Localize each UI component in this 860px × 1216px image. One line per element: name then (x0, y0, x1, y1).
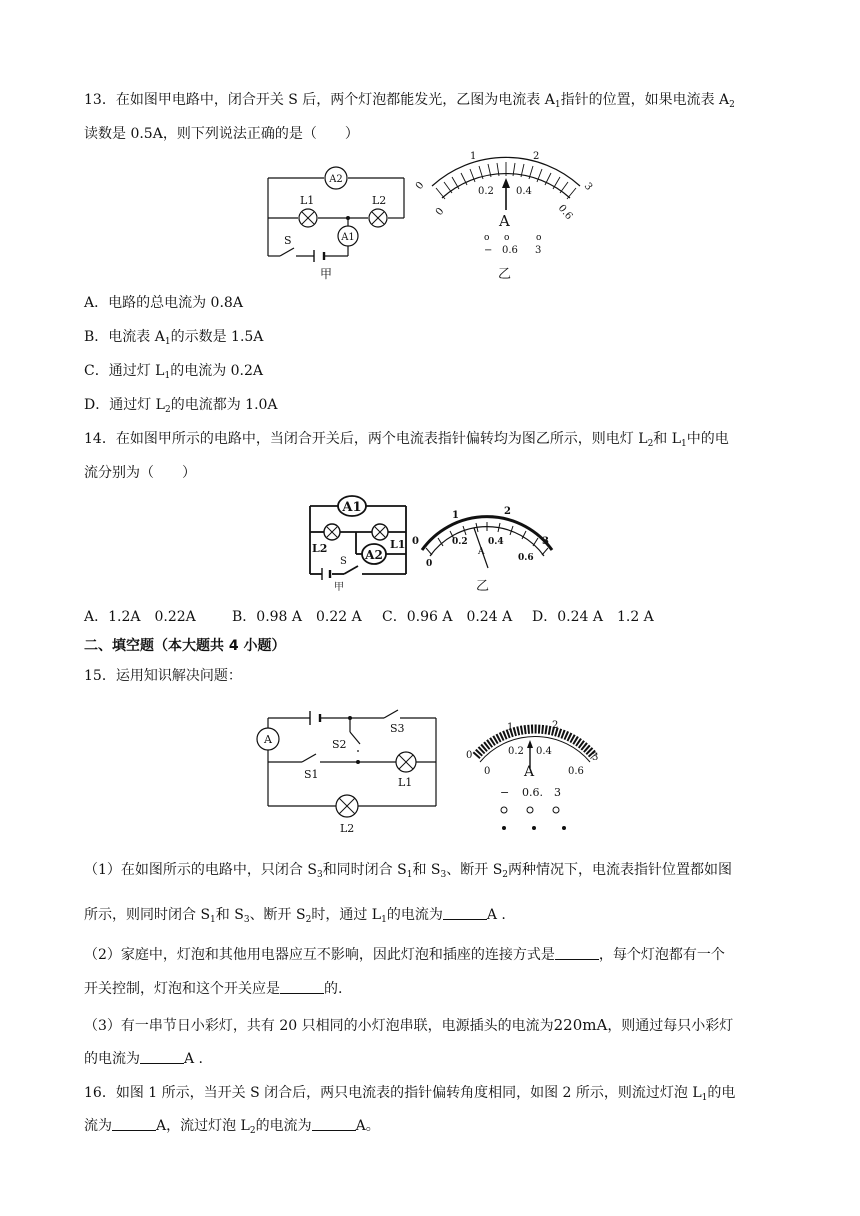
terminal-3-label: 3 (535, 245, 542, 256)
q13-circuit-diagram (262, 158, 412, 284)
ammeter-a1-label: A1 (342, 500, 362, 515)
terminal-0-6 (527, 807, 533, 813)
dial-top-tick-3: 3 (592, 752, 599, 763)
answer-blank[interactable] (140, 1051, 184, 1064)
dial-bottom-tick-0-6: 0.6 (568, 766, 584, 777)
dial-marker-mid (532, 826, 536, 830)
dial-bottom-tick-0-2: 0.2 (478, 186, 494, 197)
dial-top-tick-2: 2 (533, 151, 540, 162)
section-heading-fill-in: 二、填空题（本大题共 4 小题） (84, 638, 286, 654)
q15-part3-line1: （3）有一串节日小彩灯，共有 20 只相同的小灯泡串联，电源插头的电流为220mA，则通过每只小彩灯 (84, 1016, 734, 1034)
dial-top-tick-3: 3 (542, 536, 549, 547)
terminal-right-marker: o (536, 233, 542, 243)
lamp-l2-label: L2 (340, 822, 355, 835)
q14-options-row (84, 607, 654, 627)
dial-top-tick-0: 0 (413, 179, 427, 192)
dial-unit: A (478, 547, 485, 557)
dial-top-tick-3: 3 (581, 180, 595, 193)
q16-stem-line1: 16．如图 1 所示，当开关 S 闭合后，两只电流表的指针偏转角度相同，如图 2 所示，则流过灯泡 $L_1$的电 (84, 1085, 736, 1103)
figure-caption: 乙 (498, 267, 512, 282)
terminal-mid-marker: o (504, 233, 510, 243)
dial-bottom-tick-0-4: 0.4 (536, 746, 552, 757)
lamp-l2-label: L2 (372, 194, 387, 207)
terminal-0-6-label: 0.6. (522, 786, 543, 799)
q14-option-a: A．1.2A 0.22A (84, 609, 196, 625)
q15-part2-line1: （2）家庭中，灯泡和其他用电器应互不影响，因此灯泡和插座的连接方式是 ，每个灯泡都有一个 (84, 947, 725, 963)
dial-bottom-tick-0-2: 0.2 (452, 537, 468, 547)
q14-circuit-diagram (304, 490, 414, 594)
switch-s2-label: S2 (332, 738, 347, 751)
answer-blank[interactable] (112, 1118, 156, 1131)
q15-intro: 15．运用知识解决问题： (84, 668, 242, 684)
q15-part1-line2: 所示，则同时闭合 $S_1$和 $S_3$、断开 $S_2$时，通过 $L_1$的电流为 A . (84, 907, 506, 925)
q14-stem-line1: 14．在如图甲所示的电路中，当闭合开关后，两个电流表指针偏转均为图乙所示，则电灯 $L_2$和 $L_1$中的电 (84, 431, 729, 449)
answer-blank[interactable] (555, 947, 599, 960)
switch-s1-label: S1 (304, 768, 319, 781)
dial-unit: A (524, 764, 535, 780)
ammeter-a1-label: A1 (341, 232, 355, 243)
q13-option-a: A．电路的总电流为 0.8A (84, 295, 243, 311)
dial-top-tick-0: 0 (466, 750, 473, 761)
dial-unit: A (499, 212, 510, 230)
dial-bottom-tick-0: 0 (433, 205, 447, 218)
terminal-neg (501, 807, 507, 813)
switch-label: S (284, 234, 292, 247)
dial-bottom-tick-0-4: 0.4 (488, 537, 504, 547)
ammeter-a2-label: A2 (329, 174, 343, 185)
dial-bottom-tick-0: 0 (426, 559, 433, 569)
answer-blank[interactable] (280, 981, 324, 994)
answer-blank[interactable] (443, 907, 487, 920)
dial-marker-right (562, 826, 566, 830)
q14-stem-line2: 流分别为（ ） (84, 465, 196, 481)
q16-stem-line2: 流为 A，流过灯泡 $L_2$的电流为 A。 (84, 1118, 380, 1136)
q14-option-d: D．0.24 A 1.2 A (532, 609, 654, 625)
dial-top-tick-1: 1 (507, 722, 514, 733)
dial-top-tick-2: 2 (552, 720, 559, 731)
terminal-neg-marker: o (484, 233, 490, 243)
terminal-neg-label: − (500, 786, 510, 799)
q13-stem-line1: 13．在如图甲电路中，闭合开关 S 后，两个灯泡都能发光，乙图为电流表 $A_1$指针的位置，如果电流表 $A_2$ (84, 92, 735, 110)
dial-ticks (426, 522, 548, 555)
q13-option-c: C．通过灯 $L_1$的电流为 0.2A (84, 363, 264, 381)
switch-s3-label: S3 (390, 722, 405, 735)
dial-bottom-tick-0-6: 0.6 (555, 202, 575, 223)
dial-bottom-tick-0: 0 (484, 766, 491, 777)
q13-stem-line2: 读数是 0.5A，则下列说法正确的是（ ） (84, 126, 359, 142)
terminal-0-6-label: 0.6 (502, 245, 518, 256)
terminal-3 (553, 807, 559, 813)
lamp-l1-label: L1 (300, 194, 315, 207)
switch-label: S (340, 556, 347, 567)
terminal-3-label: 3 (554, 786, 561, 799)
dial-top-tick-1: 1 (452, 510, 459, 521)
q14-ammeter-dial (412, 502, 562, 594)
dial-top-tick-0: 0 (412, 536, 419, 547)
dial-top-tick-1: 1 (470, 151, 477, 162)
answer-blank[interactable] (312, 1118, 356, 1131)
q13-option-b: B．电流表 $A_1$的示数是 1.5A (84, 329, 264, 347)
q14-option-b: B．0.98 A 0.22 A (232, 609, 362, 625)
q13-option-d: D．通过灯 $L_2$的电流都为 1.0A (84, 397, 278, 415)
dial-marker-left (502, 826, 506, 830)
figure-caption: 甲 (320, 267, 333, 281)
lamp-l2-label: L2 (312, 542, 328, 555)
q13-ammeter-dial (412, 146, 602, 282)
figure-caption: 乙 (476, 579, 490, 594)
dial-bottom-tick-0-2: 0.2 (508, 746, 524, 757)
q15-part3-line2: 的电流为 A . (84, 1051, 204, 1067)
dial-top-tick-2: 2 (504, 506, 511, 517)
q15-circuit-diagram (254, 708, 454, 836)
dial-bottom-tick-0-6: 0.6 (518, 553, 534, 563)
terminal-neg-label: − (484, 245, 493, 256)
figure-caption: 甲 (334, 582, 344, 593)
q15-ammeter-dial (462, 716, 612, 834)
q15-part2-line2: 开关控制，灯泡和这个开关应是 的. (84, 981, 343, 997)
ammeter-a2-label: A2 (365, 548, 383, 562)
ammeter-label: A (264, 733, 272, 746)
dial-bottom-tick-0-4: 0.4 (516, 186, 532, 197)
q14-option-c: C．0.96 A 0.24 A (382, 609, 513, 625)
lamp-l1-label: L1 (398, 776, 413, 789)
lamp-l1-label: L1 (390, 538, 406, 551)
q15-part1-line1: （1）在如图所示的电路中，只闭合 $S_3$和同时闭合 $S_1$和 $S_3$、断开 $S_2$两种情况下，电流表指针位置都如图 (84, 862, 733, 880)
